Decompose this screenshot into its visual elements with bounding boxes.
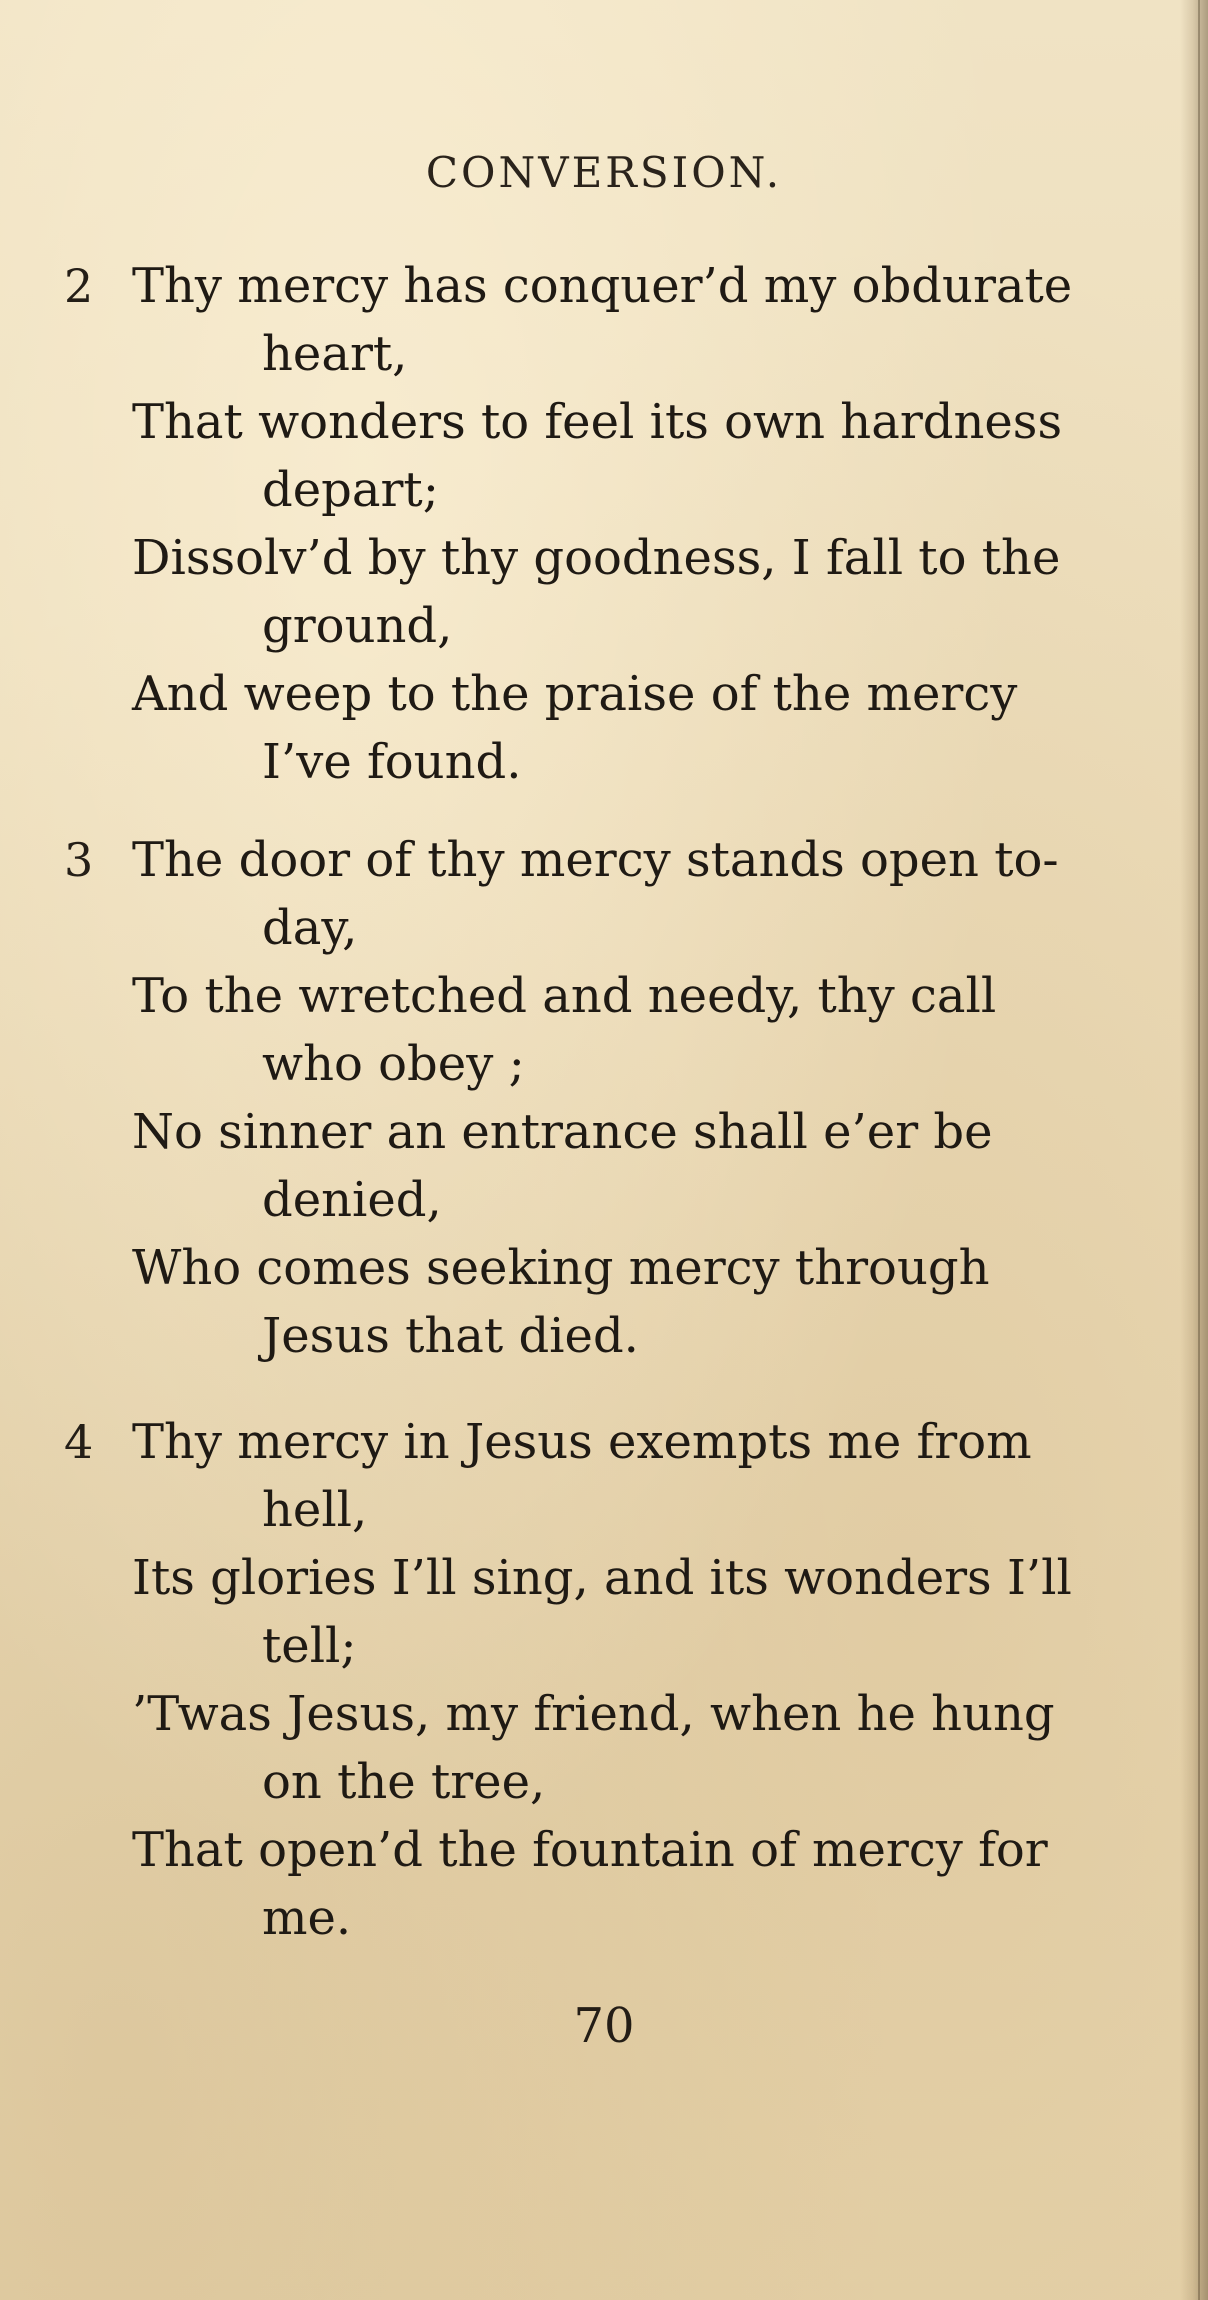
verse-line-continuation: ground, (262, 598, 453, 654)
verse-line-continuation: hell, (262, 1482, 368, 1538)
verse-line: Thy mercy in Jesus exempts me from (132, 1414, 1032, 1470)
stanza-number: 2 (64, 259, 94, 313)
verse-line-continuation: on the tree, (262, 1754, 546, 1810)
stanza-number: 3 (64, 833, 94, 887)
page-number: 70 (573, 1998, 635, 2054)
verse-line-continuation: me. (262, 1890, 352, 1946)
verse-line-continuation: who obey ; (262, 1036, 525, 1092)
verse-line-continuation: tell; (262, 1618, 357, 1674)
verse-line: Who comes seeking mercy through (132, 1240, 990, 1296)
verse-line: That wonders to feel its own hardness (132, 394, 1063, 450)
running-head: CONVERSION. (425, 148, 783, 197)
stanza-number: 4 (64, 1415, 94, 1469)
verse-line-continuation: denied, (262, 1172, 442, 1228)
verse-line-continuation: I’ve found. (262, 734, 522, 790)
verse-line-continuation: day, (262, 900, 358, 956)
verse-line: Thy mercy has conquer’d my obdurate (132, 258, 1073, 314)
verse-line: That open’d the fountain of mercy for (132, 1822, 1048, 1878)
verse-line: No sinner an entrance shall e’er be (132, 1104, 993, 1160)
verse-line: To the wretched and needy, thy call (132, 968, 997, 1024)
verse-line-continuation: Jesus that died. (262, 1308, 639, 1364)
verse-line-continuation: heart, (262, 326, 408, 382)
verse-line: ’Twas Jesus, my friend, when he hung (132, 1686, 1055, 1742)
page-edge-line (1198, 0, 1200, 2300)
verse-line: Dissolv’d by thy goodness, I fall to the (132, 530, 1061, 586)
verse-line: And weep to the praise of the mercy (132, 666, 1018, 722)
page-edge-shadow (1180, 0, 1208, 2300)
verse-line: Its glories I’ll sing, and its wonders I’ll (132, 1550, 1072, 1606)
verse-line: The door of thy mercy stands open to- (132, 832, 1059, 888)
verse-line-continuation: depart; (262, 462, 439, 518)
